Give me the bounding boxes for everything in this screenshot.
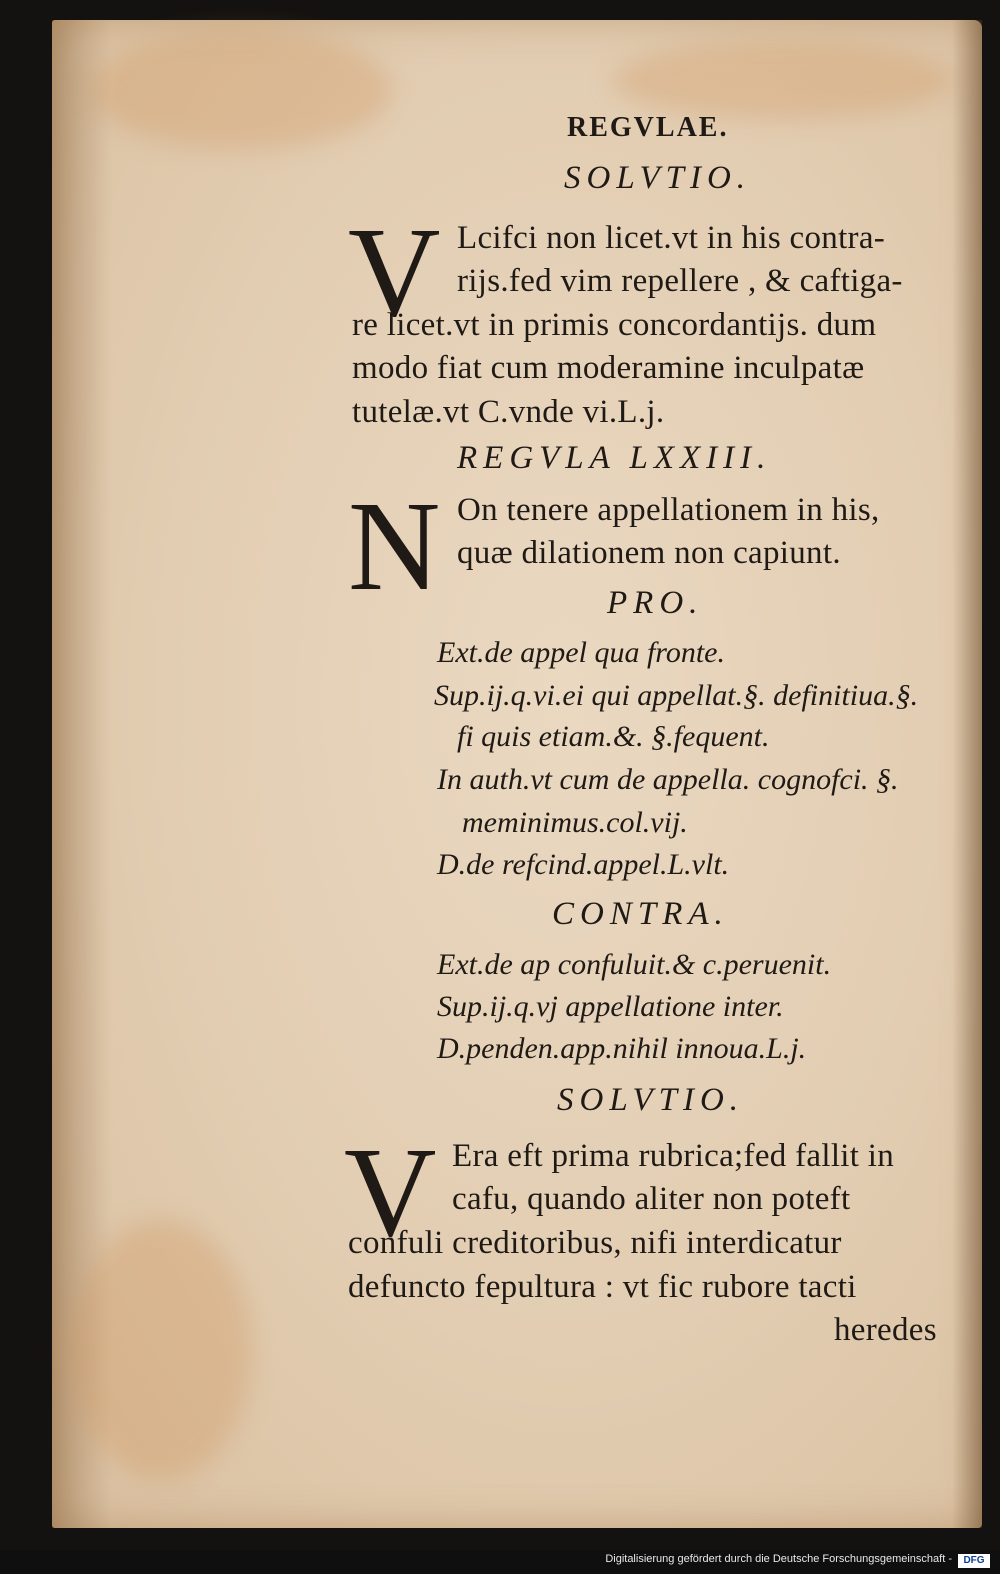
catchword: heredes — [834, 1312, 937, 1348]
drop-capital: V — [344, 1121, 437, 1263]
regula-heading: REGVLA LXXIII. — [457, 440, 772, 476]
paper-stain — [612, 40, 952, 120]
citation-line: In auth.vt cum de appella. cognofci. §. — [437, 763, 899, 796]
citation-line: D.de refcind.appel.L.vlt. — [437, 848, 730, 881]
dfg-logo[interactable]: DFG — [958, 1554, 990, 1568]
citation-line: Sup.ij.q.vi.ei qui appellat.§. definitiua.§. — [434, 679, 919, 712]
drop-capital: V — [348, 201, 441, 343]
book-page — [52, 20, 982, 1528]
citation-line: Ext.de ap confuluit.& c.peruenit. — [437, 948, 832, 981]
footer-credit: Digitalisierung gefördert durch die Deutsche Forschungsgemeinschaft - — [605, 1553, 952, 1565]
pro-heading: PRO. — [607, 585, 704, 621]
paper-stain — [92, 30, 392, 150]
text-line: tutelæ.vt C.vnde vi.L.j. — [352, 394, 665, 430]
text-line: On tenere appellationem in his, — [457, 492, 880, 528]
paper-stain — [72, 1220, 252, 1480]
text-line: Lcifci non licet.vt in his contra- — [457, 220, 886, 256]
citation-line: meminimus.col.vij. — [462, 806, 688, 839]
solutio-heading: SOLVTIO. — [557, 1082, 745, 1118]
citation-line: Ext.de appel qua fronte. — [437, 636, 725, 669]
running-head: REGVLAE. — [567, 112, 729, 143]
citation-line: D.penden.app.nihil innoua.L.j. — [437, 1032, 807, 1065]
text-line: quæ dilationem non capiunt. — [457, 535, 841, 571]
solutio-heading: SOLVTIO. — [564, 160, 752, 196]
citation-line: Sup.ij.q.vj appellatione inter. — [437, 990, 784, 1023]
text-line: confuli creditoribus, nifi interdicatur — [348, 1225, 842, 1261]
citation-line: fi quis etiam.&. §.fequent. — [457, 720, 770, 753]
text-line: rijs.fed vim repellere , & caftiga- — [457, 263, 903, 299]
text-line: cafu, quando aliter non poteft — [452, 1181, 851, 1217]
text-line: Era eft prima rubrica;fed fallit in — [452, 1138, 895, 1174]
text-line: defuncto fepultura : vt fic rubore tacti — [348, 1269, 857, 1305]
drop-capital: N — [348, 475, 441, 617]
text-line: re licet.vt in primis concordantijs. dum — [352, 307, 877, 343]
contra-heading: CONTRA. — [552, 896, 729, 932]
text-line: modo fiat cum moderamine inculpatæ — [352, 350, 865, 386]
